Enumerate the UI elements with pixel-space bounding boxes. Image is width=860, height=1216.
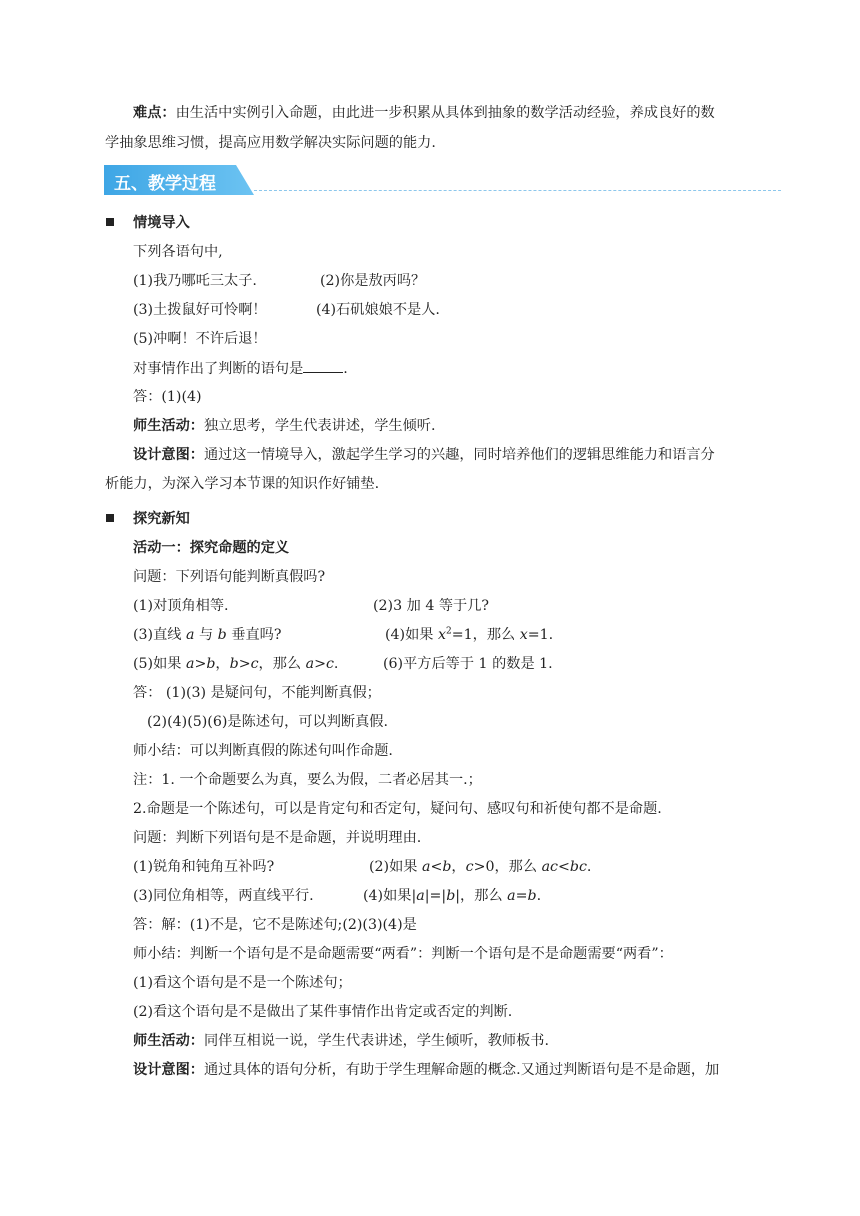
summary-1: 师小结：可以判断真假的陈述句叫作命题. bbox=[133, 743, 393, 759]
item-1: (1)对顶角相等. bbox=[133, 598, 229, 614]
explore-activity-label: 师生活动： bbox=[133, 1033, 204, 1049]
intro-activity-text: 独立思考，学生代表讲述，学生倾听. bbox=[203, 418, 436, 434]
intro-design-text-1: 通过这一情境导入，激起学生学习的兴趣，同时培养他们的逻辑思维能力和语言分 bbox=[203, 447, 715, 463]
answer-3: 答：解：(1)不是，它不是陈述句;(2)(3)(4)是 bbox=[133, 917, 417, 933]
intro-activity-label: 师生活动： bbox=[133, 418, 204, 434]
judge-3: (3)同位角相等，两直线平行. bbox=[133, 888, 314, 904]
explore-heading: 探究新知 bbox=[133, 511, 190, 527]
note-1: 注：1. 一个命题要么为真，要么为假，二者必居其一.； bbox=[133, 772, 482, 788]
items-row-1 bbox=[133, 596, 490, 616]
item-6: (6)平方后等于 1 的数是 1. bbox=[383, 656, 553, 672]
look-1: (1)看这个语句是不是一个陈述句； bbox=[133, 975, 352, 991]
intro-sentence-1: (1)我乃哪吒三太子. bbox=[133, 273, 257, 289]
item-4: (4)如果 $x^2=1$，那么 x=1. bbox=[385, 626, 554, 643]
item-2: (2)3 加 4 等于几? bbox=[373, 598, 490, 614]
answer-2: (2)(4)(5)(6)是陈述句，可以判断真假. bbox=[147, 714, 388, 730]
intro-answer: 答：(1)(4) bbox=[133, 389, 202, 405]
intro-design-label: 设计意图： bbox=[133, 447, 204, 463]
explore-design-text: 通过具体的语句分析，有助于学生理解命题的概念.又通过判断语句是不是命题，加 bbox=[203, 1062, 720, 1078]
judge-1: (1)锐角和钝角互补吗? bbox=[133, 859, 275, 875]
item-5: (5)如果 a>b，b>c，那么 a>c. bbox=[133, 656, 339, 672]
difficulty-line-2: 学抽象思维习惯，提高应用数学解决实际问题的能力. bbox=[105, 135, 436, 151]
intro-sentence-5: (5)冲啊！不许后退！ bbox=[133, 331, 267, 347]
activity-1-title: 活动一：探究命题的定义 bbox=[133, 540, 290, 556]
note-2: 2.命题是一个陈述句，可以是肯定句和否定句，疑问句、感叹句和祈使句都不是命题. bbox=[133, 801, 662, 817]
bullet-square-icon bbox=[106, 218, 114, 226]
intro-heading: 情境导入 bbox=[133, 215, 190, 231]
question-2: 问题：判断下列语句是不是命题，并说明理由. bbox=[133, 830, 422, 846]
explore-design-label: 设计意图： bbox=[133, 1062, 204, 1078]
bullet-square-icon bbox=[106, 514, 114, 522]
summary-2: 师小结：判断一个语句是不是命题需要“两看”：判断一个语句是不是命题需要“两看”： bbox=[133, 946, 673, 962]
items-row-3 bbox=[133, 654, 553, 674]
judge-4: (4)如果|a|=|b|，那么 a=b. bbox=[363, 888, 542, 904]
intro-question-text: 对事情作出了判断的语句是 bbox=[133, 361, 304, 377]
intro-question bbox=[133, 358, 348, 379]
explore-activity bbox=[133, 1031, 549, 1051]
explore-design bbox=[133, 1060, 719, 1080]
difficulty-text-1: 由生活中实例引入命题，由此进一步积累从具体到抽象的数学活动经验，养成良好的数 bbox=[175, 105, 715, 121]
look-2: (2)看这个语句是不是做出了某件事情作出肯定或否定的判断. bbox=[133, 1004, 513, 1020]
intro-sentence-2: (2)你是敖丙吗？ bbox=[320, 273, 426, 289]
intro-sentence-row-2 bbox=[133, 300, 440, 320]
intro-sentence-3: (3)土拨鼠好可怜啊！ bbox=[133, 302, 267, 318]
difficulty-label: 难点： bbox=[133, 105, 176, 121]
intro-design-line-2: 析能力，为深入学习本节课的知识作好铺垫. bbox=[105, 476, 380, 492]
item-3: (3)直线 a 与 b 垂直吗? bbox=[133, 627, 282, 643]
intro-question-end: . bbox=[343, 361, 348, 377]
judge-row-1 bbox=[133, 857, 592, 877]
judge-row-2 bbox=[133, 886, 542, 906]
answer-blank bbox=[303, 358, 343, 373]
section-heading bbox=[104, 165, 254, 195]
intro-lead: 下列各语句中, bbox=[133, 244, 223, 260]
answer-1: 答： (1)(3) 是疑问句，不能判断真假； bbox=[133, 685, 381, 701]
intro-sentence-4: (4)石矶娘娘不是人. bbox=[316, 302, 440, 318]
explore-activity-text: 同伴互相说一说，学生代表讲述，学生倾听，教师板书. bbox=[203, 1033, 549, 1049]
question-1: 问题：下列语句能判断真假吗? bbox=[133, 569, 326, 585]
section-heading-title: 五、教学过程 bbox=[114, 174, 216, 194]
intro-sentence-row-1 bbox=[133, 271, 426, 291]
judge-2: (2)如果 a<b，c>0，那么 ac<bc. bbox=[369, 859, 592, 875]
items-row-2 bbox=[133, 625, 554, 645]
intro-activity bbox=[133, 416, 435, 436]
section-divider bbox=[254, 190, 781, 191]
intro-design-line-1 bbox=[133, 445, 715, 465]
difficulty-line-1 bbox=[133, 103, 715, 123]
